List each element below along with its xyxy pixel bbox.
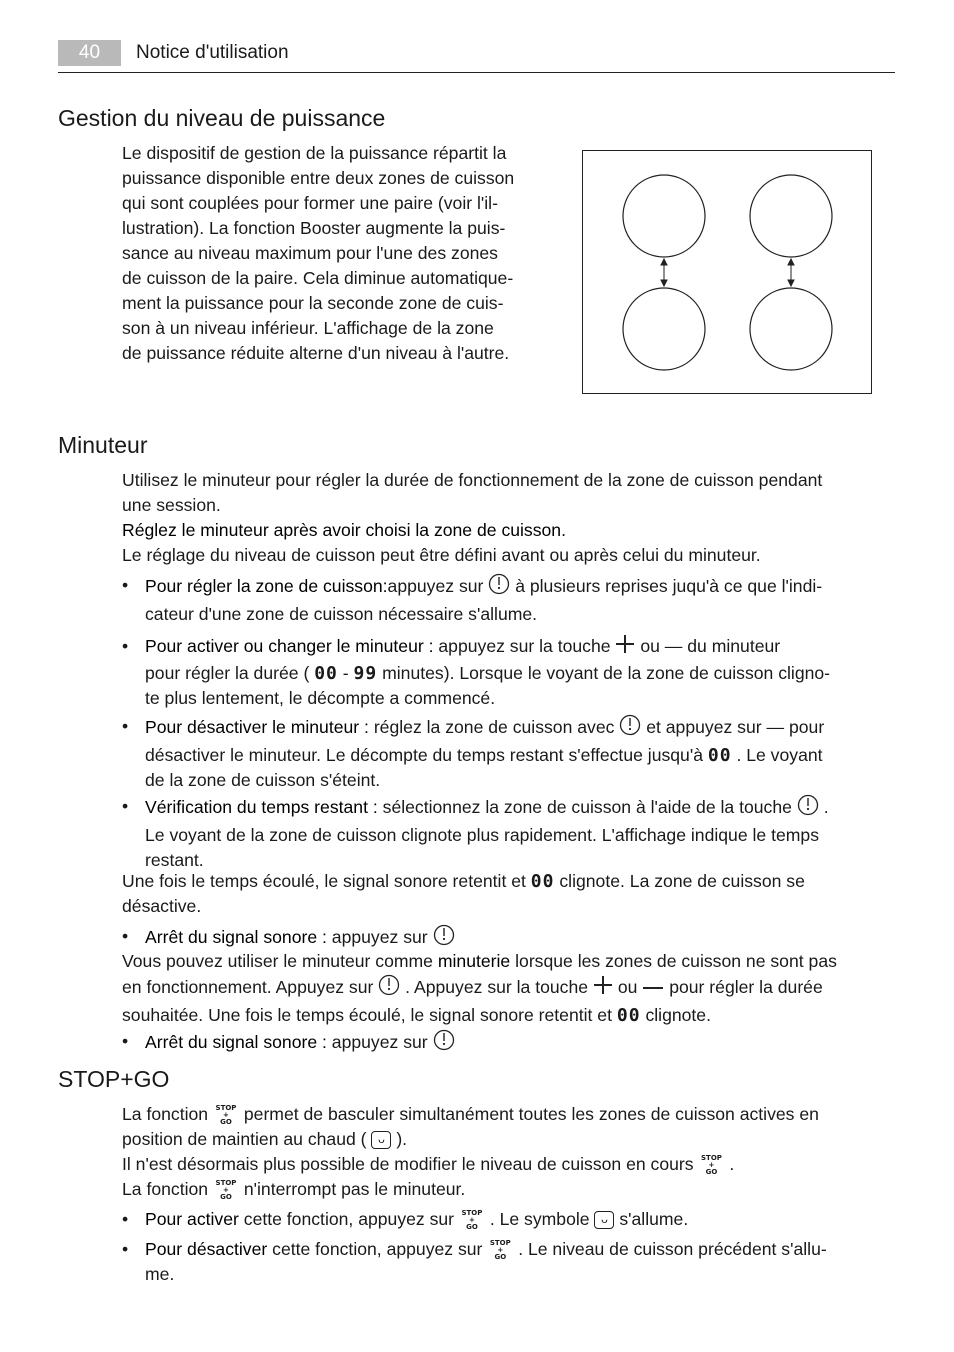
display-00: 00 [314,663,338,684]
text-line-emphasis: Réglez le minuteur après avoir choisi la zone de cuisson. [122,520,566,540]
list-item: • Pour activer ou changer le minuteur : appuyez sur la touche ou — du minuteur pour régler la durée ( 00 - 99 minutes). Lorsque le voyant de la zone de cuisson cligno- te plus lentement, le décompte a commencé. [122,636,831,708]
keep-warm-icon: ᴗ [371,1131,391,1149]
display-00: 00 [616,1005,641,1026]
text-line: de cuisson de la paire. Cela diminue automatique- [122,268,514,288]
cooking-zone-bottom-left [623,288,705,370]
list-item: • Pour régler la zone de cuisson:appuyez sur à plusieurs reprises juqu'à ce que l'indi- cateur d'une zone de cuisson nécessaire s'allume. [122,575,823,624]
timer-icon [619,714,641,743]
text-line: Le dispositif de gestion de la puissance répartit la [122,143,507,163]
pair-arrow-right [788,259,794,286]
text-line: sance au niveau maximum pour l'une des zones [122,243,498,263]
timer-icon [797,794,819,823]
power-paragraph [122,141,562,366]
text-line: une session. [122,495,221,515]
timer-icon [433,1029,455,1058]
timer-end-paragraph: Une fois le temps écoulé, le signal sonore retentit et 00 clignote. La zone de cuisson se désactive. [122,871,805,916]
stop-go-icon: STOP + GO [215,1103,237,1126]
page-header [58,38,895,73]
timer-intro [122,468,902,568]
stop-go-icon: STOP + GO [701,1153,722,1176]
text-line: qui sont couplées pour former une paire (voir l'il- [122,193,498,213]
plus-icon [615,634,635,661]
header-title: Notice d'utilisation [136,42,289,63]
minute-minder-paragraph: Vous pouvez utiliser le minuteur comme minuterie lorsque les zones de cuisson ne sont pas en fonctionnement. Appuyez sur . Appuyez sur la touche ou pour régler la durée souhaitée. Une fois le temps écoulé, le signal sonore retentit et 00 clignote. [122,951,837,1026]
text-line: son à un niveau inférieur. L'affichage de la zone [122,318,494,338]
text-line: puissance disponible entre deux zones de cuisson [122,168,515,188]
minus-icon [642,976,664,1001]
pair-arrow-left [661,259,667,286]
cooking-zone-bottom-right [750,288,832,370]
section-title-power: Gestion du niveau de puissance [58,105,386,131]
list-item: • Arrêt du signal sonore : appuyez sur [122,924,892,953]
text-line: ment la puissance pour la seconde zone de cuis- [122,293,504,313]
plus-icon [593,975,613,1002]
stop-go-icon: STOP + GO [489,1238,511,1261]
stop-go-icon: STOP + GO [215,1178,237,1201]
hob-diagram-svg [583,151,871,393]
text-line: Utilisez le minuteur pour régler la durée de fonctionnement de la zone de cuisson pendant [122,470,823,490]
display-99: 99 [353,663,378,684]
display-00: 00 [707,745,732,766]
list-item: • Pour activer cette fonction, appuyez sur STOP + GO . Le symbole ᴗ s'allume. [122,1208,689,1231]
keep-warm-icon: ᴗ [594,1211,614,1229]
list-item: • Pour désactiver cette fonction, appuyez sur STOP + GO . Le niveau de cuisson précédent s'allu- me. [122,1238,827,1284]
section-title-timer: Minuteur [58,432,148,458]
section-title-stopgo: STOP+GO [58,1066,170,1092]
hob-pairing-diagram [582,150,872,394]
list-item: • Pour désactiver le minuteur : réglez la zone de cuisson avec et appuyez sur — pour désactiver le minuteur. Le décompte du temps restant s'effectue jusqu'à 00 . Le voyant de la zone de cuisson s'éteint. [122,716,825,790]
text-line: Le réglage du niveau de cuisson peut être défini avant ou après celui du minuteur. [122,545,761,565]
stop-go-icon: STOP + GO [461,1208,483,1231]
display-00: 00 [530,871,555,892]
list-item: • Vérification du temps restant : sélectionnez la zone de cuisson à l'aide de la touche . Le voyant de la zone de cuisson clignote plus rapidement. L'affichage indique le temps restant. [122,796,829,870]
list-item: • Arrêt du signal sonore : appuyez sur [122,1029,892,1058]
cooking-zone-top-left [623,175,705,257]
stopgo-paragraph: La fonction STOP + GO permet de basculer simultanément toutes les zones de cuisson actives en position de maintien au chaud ( ᴗ ). Il n'est désormais plus possible de modifier le niveau de cuisson en cours STOP + GO . La fonction STOP + GO n'interrompt pas le minuteur. [122,1103,819,1201]
cooking-zone-top-right [750,175,832,257]
text-line: lustration). La fonction Booster augmente la puis- [122,218,506,238]
text-line: de puissance réduite alterne d'un niveau à l'autre. [122,343,510,363]
page-number: 40 [58,40,121,66]
timer-icon [378,974,400,1003]
timer-icon [488,573,510,602]
